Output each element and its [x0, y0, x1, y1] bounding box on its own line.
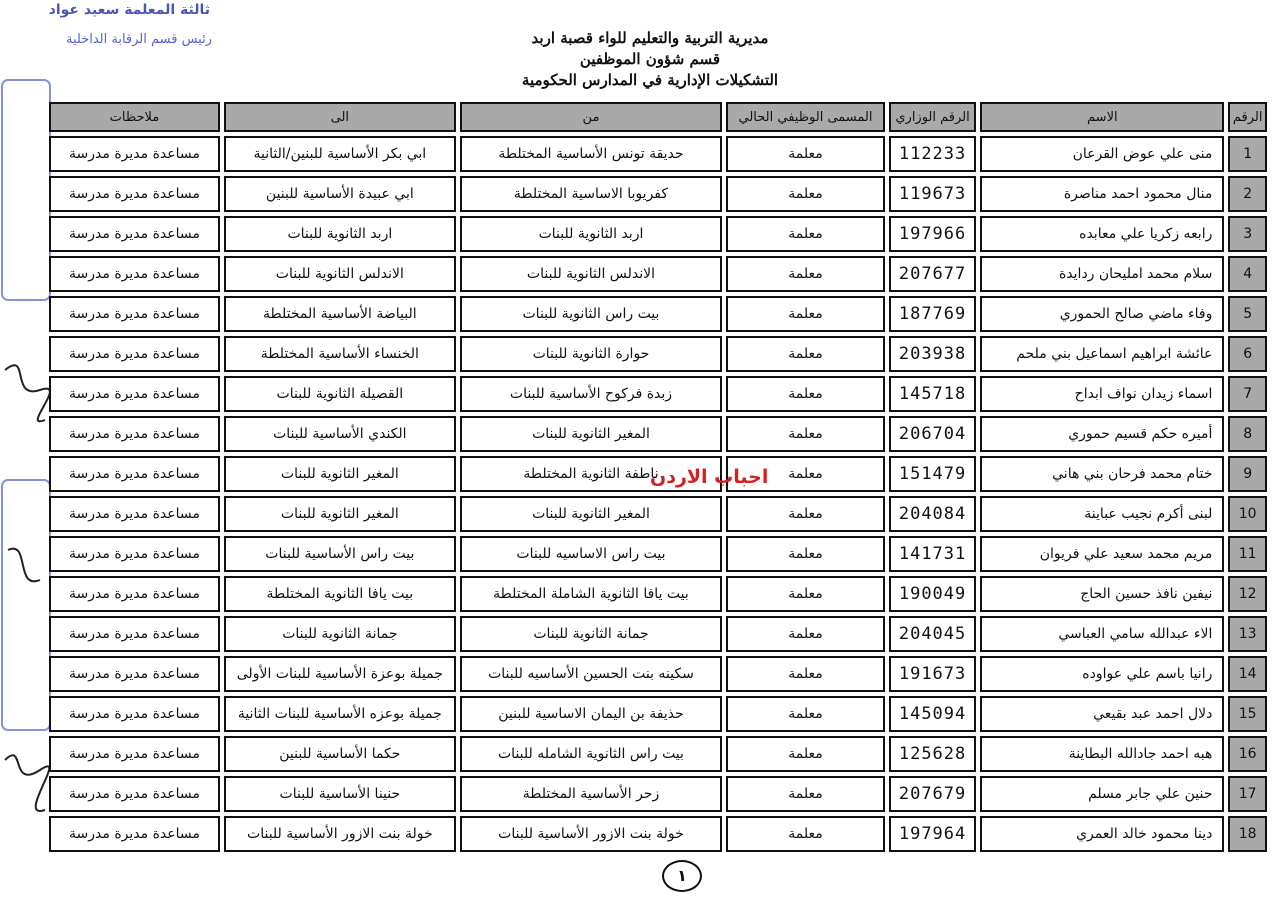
row-to-school: المغير الثانوية للبنات — [224, 456, 456, 492]
row-to-school: البياضة الأساسية المختلطة — [224, 296, 456, 332]
row-name: رانيا باسم علي عواوده — [980, 656, 1224, 692]
row-job-title: معلمة — [726, 656, 885, 692]
row-to-school: الخنساء الأساسية المختلطة — [224, 336, 456, 372]
row-job-title: معلمة — [726, 576, 885, 612]
col-header-name: الاسم — [980, 102, 1224, 132]
row-from-school: سكينه بنت الحسين الأساسيه للبنات — [460, 656, 722, 692]
row-num: 2 — [1228, 176, 1267, 212]
row-notes: مساعدة مديرة مدرسة — [49, 176, 220, 212]
row-notes: مساعدة مديرة مدرسة — [49, 256, 220, 292]
row-from-school: بيت يافا الثانوية الشاملة المختلطة — [460, 576, 722, 612]
col-header-ministry-id: الرقم الوزاري — [889, 102, 976, 132]
row-notes: مساعدة مديرة مدرسة — [49, 656, 220, 692]
row-to-school: حكما الأساسية للبنين — [224, 736, 456, 772]
row-name: لبنى أكرم نجيب عباينة — [980, 496, 1224, 532]
row-num: 3 — [1228, 216, 1267, 252]
row-to-school: ابي عبيدة الأساسية للبنين — [224, 176, 456, 212]
table-row — [49, 336, 1267, 372]
row-to-school: بيت راس الأساسية للبنات — [224, 536, 456, 572]
table-row — [49, 536, 1267, 572]
document-title: التشكيلات الإدارية في المدارس الحكومية — [521, 71, 779, 89]
row-to-school: جميلة بوعزة الأساسية للبنات الأولى — [224, 656, 456, 692]
row-job-title: معلمة — [726, 496, 885, 532]
department-title: قسم شؤون الموظفين — [579, 50, 721, 68]
table-row — [49, 576, 1267, 612]
row-from-school: خولة بنت الازور الأساسية للبنات — [460, 816, 722, 852]
row-job-title: معلمة — [726, 816, 885, 852]
row-notes: مساعدة مديرة مدرسة — [49, 496, 220, 532]
row-ministry-id: 204045 — [889, 616, 976, 652]
row-job-title: معلمة — [726, 776, 885, 812]
row-job-title: معلمة — [726, 616, 885, 652]
table-row — [49, 816, 1267, 852]
row-name: عائشة ابراهيم اسماعيل بني ملحم — [980, 336, 1224, 372]
table-row — [49, 616, 1267, 652]
row-name: مريم محمد سعيد علي فريوان — [980, 536, 1224, 572]
row-num: 18 — [1228, 816, 1267, 852]
row-from-school: المغير الثانوية للبنات — [460, 416, 722, 452]
col-header-from: من — [460, 102, 722, 132]
row-to-school: المغير الثانوية للبنات — [224, 496, 456, 532]
row-name: سلام محمد امليحان ردايدة — [980, 256, 1224, 292]
row-job-title: معلمة — [726, 536, 885, 572]
official-stamp-top — [0, 0, 230, 60]
col-header-num: الرقم — [1228, 102, 1267, 132]
row-notes: مساعدة مديرة مدرسة — [49, 736, 220, 772]
row-name: دينا محمود خالد العمري — [980, 816, 1224, 852]
row-notes: مساعدة مديرة مدرسة — [49, 336, 220, 372]
row-ministry-id: 191673 — [889, 656, 976, 692]
row-to-school: الكندي الأساسية للبنات — [224, 416, 456, 452]
row-from-school: الاندلس الثانوية للبنات — [460, 256, 722, 292]
row-ministry-id: 187769 — [889, 296, 976, 332]
row-name: دلال احمد عبد بقيعي — [980, 696, 1224, 732]
row-num: 4 — [1228, 256, 1267, 292]
row-notes: مساعدة مديرة مدرسة — [49, 696, 220, 732]
row-name: منال محمود احمد مناصرة — [980, 176, 1224, 212]
row-name: حنين علي جابر مسلم — [980, 776, 1224, 812]
col-header-to: الى — [224, 102, 456, 132]
row-from-school: اربد الثانوية للبنات — [460, 216, 722, 252]
row-notes: مساعدة مديرة مدرسة — [49, 776, 220, 812]
row-num: 13 — [1228, 616, 1267, 652]
row-to-school: اربد الثانوية للبنات — [224, 216, 456, 252]
row-name: الاء عبدالله سامي العباسي — [980, 616, 1224, 652]
table-row — [49, 136, 1267, 172]
row-from-school: بيت راس الثانوية للبنات — [460, 296, 722, 332]
row-to-school: جمانة الثانوية للبنات — [224, 616, 456, 652]
row-job-title: معلمة — [726, 456, 885, 492]
row-job-title: معلمة — [726, 336, 885, 372]
row-ministry-id: 197964 — [889, 816, 976, 852]
page-number: ١ — [662, 860, 702, 892]
row-num: 1 — [1228, 136, 1267, 172]
row-job-title: معلمة — [726, 256, 885, 292]
table-row — [49, 376, 1267, 412]
row-to-school: الاندلس الثانوية للبنات — [224, 256, 456, 292]
row-num: 15 — [1228, 696, 1267, 732]
row-notes: مساعدة مديرة مدرسة — [49, 416, 220, 452]
row-job-title: معلمة — [726, 136, 885, 172]
row-ministry-id: 207679 — [889, 776, 976, 812]
row-notes: مساعدة مديرة مدرسة — [49, 376, 220, 412]
row-to-school: خولة بنت الازور الأساسية للبنات — [224, 816, 456, 852]
row-job-title: معلمة — [726, 696, 885, 732]
row-name: نيفين نافذ حسين الحاج — [980, 576, 1224, 612]
table-row — [49, 296, 1267, 332]
row-num: 12 — [1228, 576, 1267, 612]
row-name: ختام محمد فرحان بني هاني — [980, 456, 1224, 492]
row-to-school: ابي بكر الأساسية للبنين/الثانية — [224, 136, 456, 172]
table-row — [49, 696, 1267, 732]
row-ministry-id: 145094 — [889, 696, 976, 732]
row-notes: مساعدة مديرة مدرسة — [49, 216, 220, 252]
row-job-title: معلمة — [726, 296, 885, 332]
row-from-school: جمانة الثانوية للبنات — [460, 616, 722, 652]
row-ministry-id: 206704 — [889, 416, 976, 452]
col-header-job-title: المسمى الوظيفي الحالي — [726, 102, 885, 132]
row-ministry-id: 141731 — [889, 536, 976, 572]
row-num: 8 — [1228, 416, 1267, 452]
row-from-school: حوارة الثانوية للبنات — [460, 336, 722, 372]
row-from-school: زبدة فركوح الأساسية للبنات — [460, 376, 722, 412]
table-row — [49, 776, 1267, 812]
row-job-title: معلمة — [726, 416, 885, 452]
row-ministry-id: 119673 — [889, 176, 976, 212]
row-notes: مساعدة مديرة مدرسة — [49, 136, 220, 172]
row-from-school: كفريوبا الاساسية المختلطة — [460, 176, 722, 212]
row-from-school: زحر الأساسية المختلطة — [460, 776, 722, 812]
row-from-school: حذيفة بن اليمان الاساسية للبنين — [460, 696, 722, 732]
row-from-school: حديقة تونس الأساسية المختلطة — [460, 136, 722, 172]
row-from-school: المغير الثانوية للبنات — [460, 496, 722, 532]
row-from-school: ناطفة الثانوية المختلطة — [460, 456, 722, 492]
row-from-school: بيت راس الثانوية الشامله للبنات — [460, 736, 722, 772]
row-job-title: معلمة — [726, 216, 885, 252]
row-ministry-id: 151479 — [889, 456, 976, 492]
row-name: رابعه زكريا علي معابده — [980, 216, 1224, 252]
row-job-title: معلمة — [726, 736, 885, 772]
row-num: 7 — [1228, 376, 1267, 412]
row-from-school: بيت راس الاساسيه للبنات — [460, 536, 722, 572]
watermark-text: احباب الاردن — [650, 466, 769, 488]
row-name: منى علي عوض القرعان — [980, 136, 1224, 172]
table-row — [49, 216, 1267, 252]
row-notes: مساعدة مديرة مدرسة — [49, 456, 220, 492]
table-row — [49, 416, 1267, 452]
table-header-row — [49, 102, 1267, 132]
table-row — [49, 176, 1267, 212]
row-num: 11 — [1228, 536, 1267, 572]
row-notes: مساعدة مديرة مدرسة — [49, 536, 220, 572]
row-num: 6 — [1228, 336, 1267, 372]
row-num: 14 — [1228, 656, 1267, 692]
row-ministry-id: 190049 — [889, 576, 976, 612]
row-ministry-id: 112233 — [889, 136, 976, 172]
col-header-notes: ملاحظات — [49, 102, 220, 132]
row-notes: مساعدة مديرة مدرسة — [49, 576, 220, 612]
row-to-school: القصيلة الثانوية للبنات — [224, 376, 456, 412]
row-ministry-id: 125628 — [889, 736, 976, 772]
row-to-school: حنينا الأساسية للبنات — [224, 776, 456, 812]
row-num: 17 — [1228, 776, 1267, 812]
row-to-school: جميلة بوعزه الأساسية للبنات الثانية — [224, 696, 456, 732]
row-notes: مساعدة مديرة مدرسة — [49, 616, 220, 652]
row-num: 9 — [1228, 456, 1267, 492]
table-row — [49, 736, 1267, 772]
table-row — [49, 496, 1267, 532]
row-name: أميره حكم قسيم حموري — [980, 416, 1224, 452]
row-name: وفاء ماضي صالح الحموري — [980, 296, 1224, 332]
directorate-title: مديرية التربية والتعليم للواء قصبة اربد — [531, 29, 769, 47]
table-row — [49, 656, 1267, 692]
row-num: 5 — [1228, 296, 1267, 332]
stamp-line-1: ثالثة المعلمة سعيد عواد — [48, 2, 210, 18]
row-ministry-id: 203938 — [889, 336, 976, 372]
table-row — [49, 256, 1267, 292]
row-job-title: معلمة — [726, 176, 885, 212]
row-notes: مساعدة مديرة مدرسة — [49, 816, 220, 852]
row-to-school: بيت يافا الثانوية المختلطة — [224, 576, 456, 612]
row-notes: مساعدة مديرة مدرسة — [49, 296, 220, 332]
row-ministry-id: 145718 — [889, 376, 976, 412]
row-ministry-id: 207677 — [889, 256, 976, 292]
row-name: اسماء زيدان نواف ابداح — [980, 376, 1224, 412]
table-body — [49, 136, 1267, 852]
row-job-title: معلمة — [726, 376, 885, 412]
row-num: 10 — [1228, 496, 1267, 532]
row-name: هبه احمد جادالله البطاينة — [980, 736, 1224, 772]
row-ministry-id: 204084 — [889, 496, 976, 532]
row-ministry-id: 197966 — [889, 216, 976, 252]
row-num: 16 — [1228, 736, 1267, 772]
document-header — [450, 28, 850, 91]
stamp-line-2: رئيس قسم الرقابة الداخلية — [65, 32, 212, 47]
